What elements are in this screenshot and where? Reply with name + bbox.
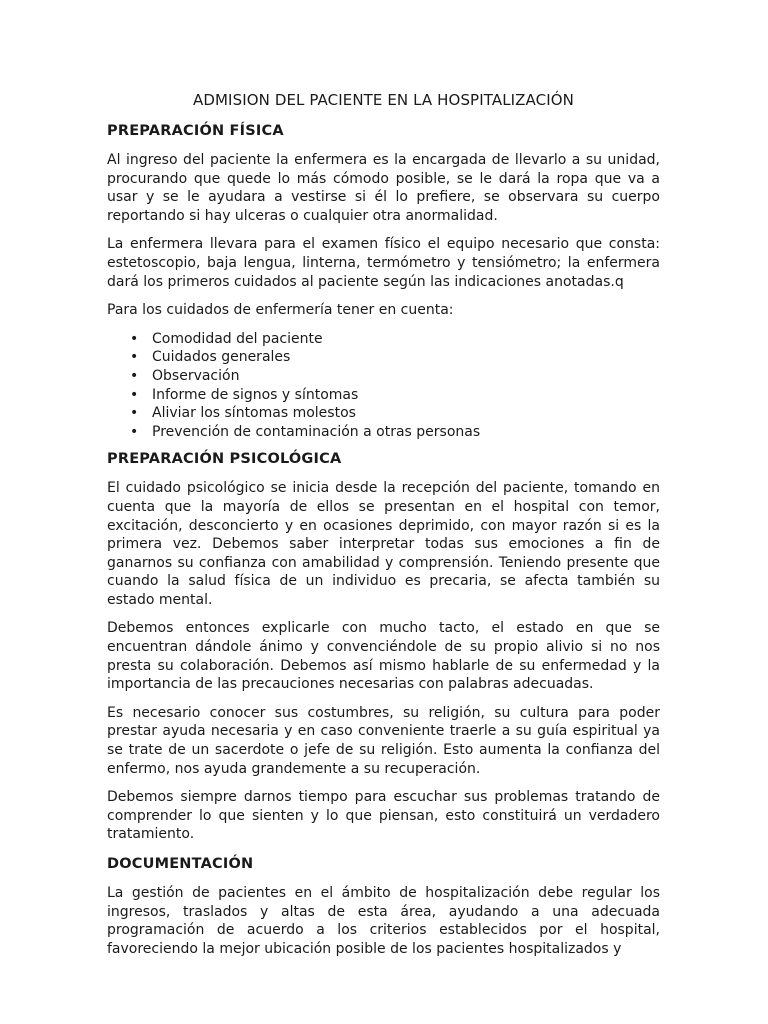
paragraph: Es necesario conocer sus costumbres, su religión, su cultura para poder prestar ayuda necesaria y en caso conveniente traerle a su guía espiritual ya se trate de un sacerdote o jefe de su religión. Esto aumenta la confianza del enfermo, nos ayuda grandemente a su recuperación.	[107, 704, 660, 777]
list-item	[130, 367, 660, 386]
list-item	[130, 404, 660, 423]
care-list	[107, 330, 660, 442]
paragraph: Debemos siempre darnos tiempo para escuchar sus problemas tratando de comprender lo que sienten y lo que piensan, esto constituirá un verdadero tratamiento.	[107, 789, 660, 843]
list-item	[130, 386, 660, 405]
paragraph: Al ingreso del paciente la enfermera es la encargada de llevarlo a su unidad, procurando que quede lo más cómodo posible, se le dará la ropa que va a usar y se le ayudara a vestirse si él lo prefiere, se observara su cuerpo reportando si hay ulceras o cualquier otra anormalidad.	[107, 152, 660, 224]
list-item	[130, 423, 660, 442]
section-preparacion-fisica	[107, 121, 660, 441]
document-page	[107, 89, 660, 968]
section-heading: PREPARACIÓN PSICOLÓGICA	[107, 451, 342, 468]
list-item-text: Observación	[152, 367, 240, 384]
bullet-icon: •	[130, 367, 139, 384]
section-preparacion-psicologica	[107, 449, 660, 844]
bullet-icon: •	[130, 423, 139, 440]
section-documentacion	[107, 854, 660, 958]
list-item	[130, 348, 660, 367]
bullet-icon: •	[130, 386, 139, 403]
document-title: ADMISION DEL PACIENTE EN LA HOSPITALIZACIÓN	[193, 91, 574, 109]
list-item-text: Informe de signos y síntomas	[152, 386, 359, 403]
paragraph: El cuidado psicológico se inicia desde la recepción del paciente, tomando en cuenta que la mayoría de ellos se presentan en el hospital con temor, excitación, desconcierto y en ocasiones deprimido, con mayor razón si es la primera vez. Debemos saber interpretar todas sus emociones a fin de ganarnos su confianza con amabilidad y comprensión. Teniendo presente que cuando la salud física de un individuo es precaria, se afecta también su estado mental.	[107, 480, 660, 608]
bullet-icon: •	[130, 330, 139, 347]
paragraph: Debemos entonces explicarle con mucho tacto, el estado en que se encuentran dándole ánimo y convenciéndole de su propio alivio si no nos presta su colaboración. Debemos así mismo hablarle de su enfermedad y la importancia de las precauciones necesarias con palabras adecuadas.	[107, 620, 660, 693]
list-item-text: Comodidad del paciente	[152, 330, 323, 347]
paragraph: La enfermera llevara para el examen físico el equipo necesario que consta: estetoscopio, baja lengua, linterna, termómetro y tensiómetro; la enfermera dará los primeros cuidados al paciente según las indicaciones anotadas.q	[107, 236, 660, 290]
paragraph: Para los cuidados de enfermería tener en cuenta:	[107, 302, 454, 319]
paragraph: La gestión de pacientes en el ámbito de hospitalización debe regular los ingresos, traslados y altas de esta área, ayudando a una adecuada programación de acuerdo a los criterios establecidos por el hospital, favoreciendo la mejor ubicación posible de los pacientes hospitalizados y	[107, 885, 660, 957]
list-item	[130, 330, 660, 349]
bullet-icon: •	[130, 349, 139, 366]
list-item-text: Prevención de contaminación a otras personas	[152, 423, 481, 440]
list-item-text: Cuidados generales	[152, 349, 291, 366]
section-heading: PREPARACIÓN FÍSICA	[107, 123, 284, 139]
section-heading: DOCUMENTACIÓN	[107, 856, 254, 872]
list-item-text: Aliviar los síntomas molestos	[152, 405, 356, 422]
bullet-icon: •	[130, 405, 139, 422]
